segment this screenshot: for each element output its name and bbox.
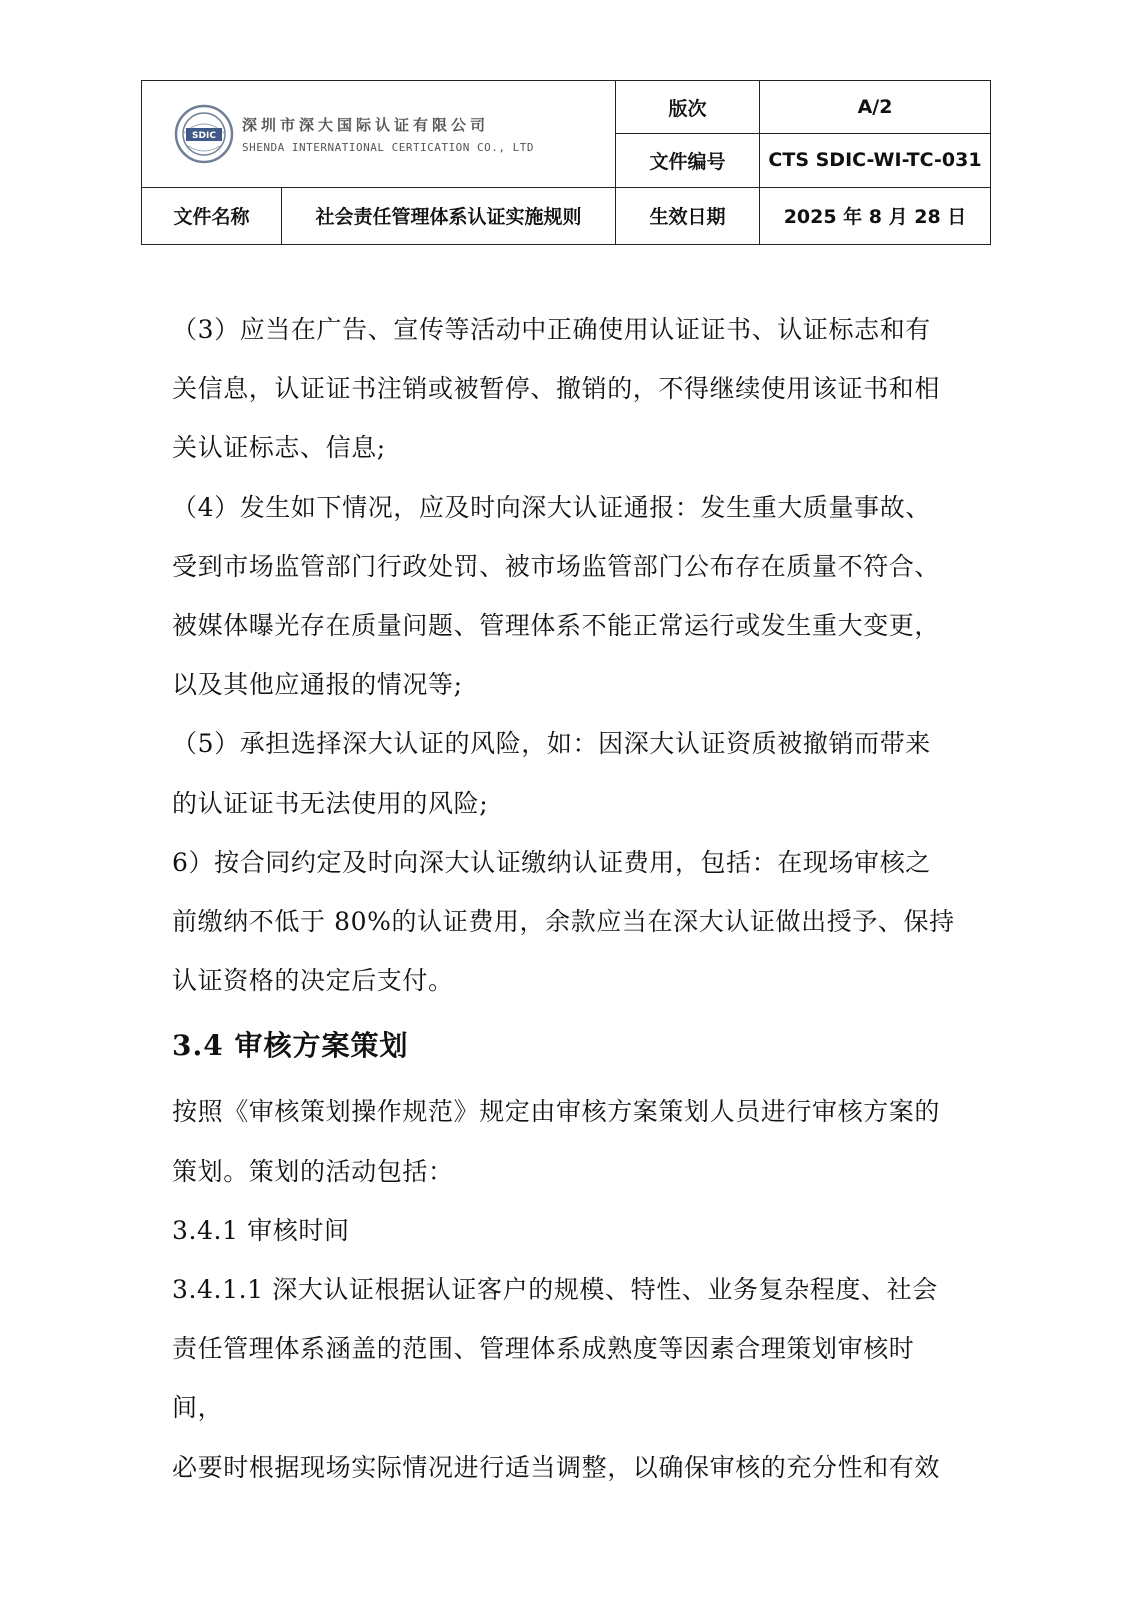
body-line: （3）应当在广告、宣传等活动中正确使用认证证书、认证标志和有 — [172, 315, 931, 344]
doc-number-value: CTS SDIC-WI-TC-031 — [760, 134, 991, 187]
svg-text:SDIC: SDIC — [192, 130, 216, 141]
body-line: 必要时根据现场实际情况进行适当调整，以确保审核的充分性和有效 — [172, 1452, 941, 1482]
body-line: （5）承担选择深大认证的风险，如：因深大认证资质被撤销而带来 — [172, 729, 931, 759]
body-line: 被媒体曝光存在质量问题、管理体系不能正常运行或发生重大变更， — [172, 611, 941, 641]
company-logo-seal — [174, 104, 234, 164]
body-line: 受到市场监管部门行政处罚、被市场监管部门公布存在质量不符合、 — [172, 551, 941, 581]
version-label: 版次 — [616, 81, 760, 134]
subsection-heading: 3.4.1 审核时间 — [172, 1215, 350, 1245]
body-line: 关认证标志、信息; — [172, 433, 386, 463]
body-line: 前缴纳不低于 80%的认证费用，余款应当在深大认证做出授予、保持 — [172, 907, 955, 937]
effective-date-value: 2025 年 8 月 28 日 — [760, 187, 991, 244]
effective-date-label: 生效日期 — [616, 187, 760, 244]
body-line: 策划。策划的活动包括： — [172, 1156, 454, 1186]
doc-number-label: 文件编号 — [616, 134, 760, 187]
body-line: （4）发生如下情况，应及时向深大认证通报：发生重大质量事故、 — [172, 492, 931, 522]
company-name-cn: 深圳市深大国际认证有限公司 — [242, 115, 490, 134]
body-line: 6）按合同约定及时向深大认证缴纳认证费用，包括：在现场审核之 — [172, 847, 931, 877]
body-line: 关信息，认证证书注销或被暂停、撤销的，不得继续使用该证书和相 — [172, 374, 941, 404]
body-line: 以及其他应通报的情况等; — [172, 670, 463, 700]
doc-name-value: 社会责任管理体系认证实施规则 — [282, 187, 616, 244]
body-line: 认证资格的决定后支付。 — [172, 966, 454, 996]
body-line: 3.4.1.1 深大认证根据认证客户的规模、特性、业务复杂程度、社会 — [172, 1275, 938, 1305]
company-logo-cell — [142, 81, 616, 188]
document-body — [172, 300, 962, 1497]
company-name-en: SHENDA INTERNATIONAL CERTICATION CO., LTD — [242, 140, 535, 154]
body-line: 责任管理体系涵盖的范围、管理体系成熟度等因素合理策划审核时间， — [172, 1334, 915, 1423]
body-line: 按照《审核策划操作规范》规定由审核方案策划人员进行审核方案的 — [172, 1097, 941, 1127]
document-header-table — [141, 80, 991, 245]
section-heading: 3.4 审核方案策划 — [172, 1029, 409, 1063]
doc-name-label: 文件名称 — [142, 187, 282, 244]
version-value: A/2 — [760, 81, 991, 134]
body-line: 的认证证书无法使用的风险; — [172, 788, 489, 818]
